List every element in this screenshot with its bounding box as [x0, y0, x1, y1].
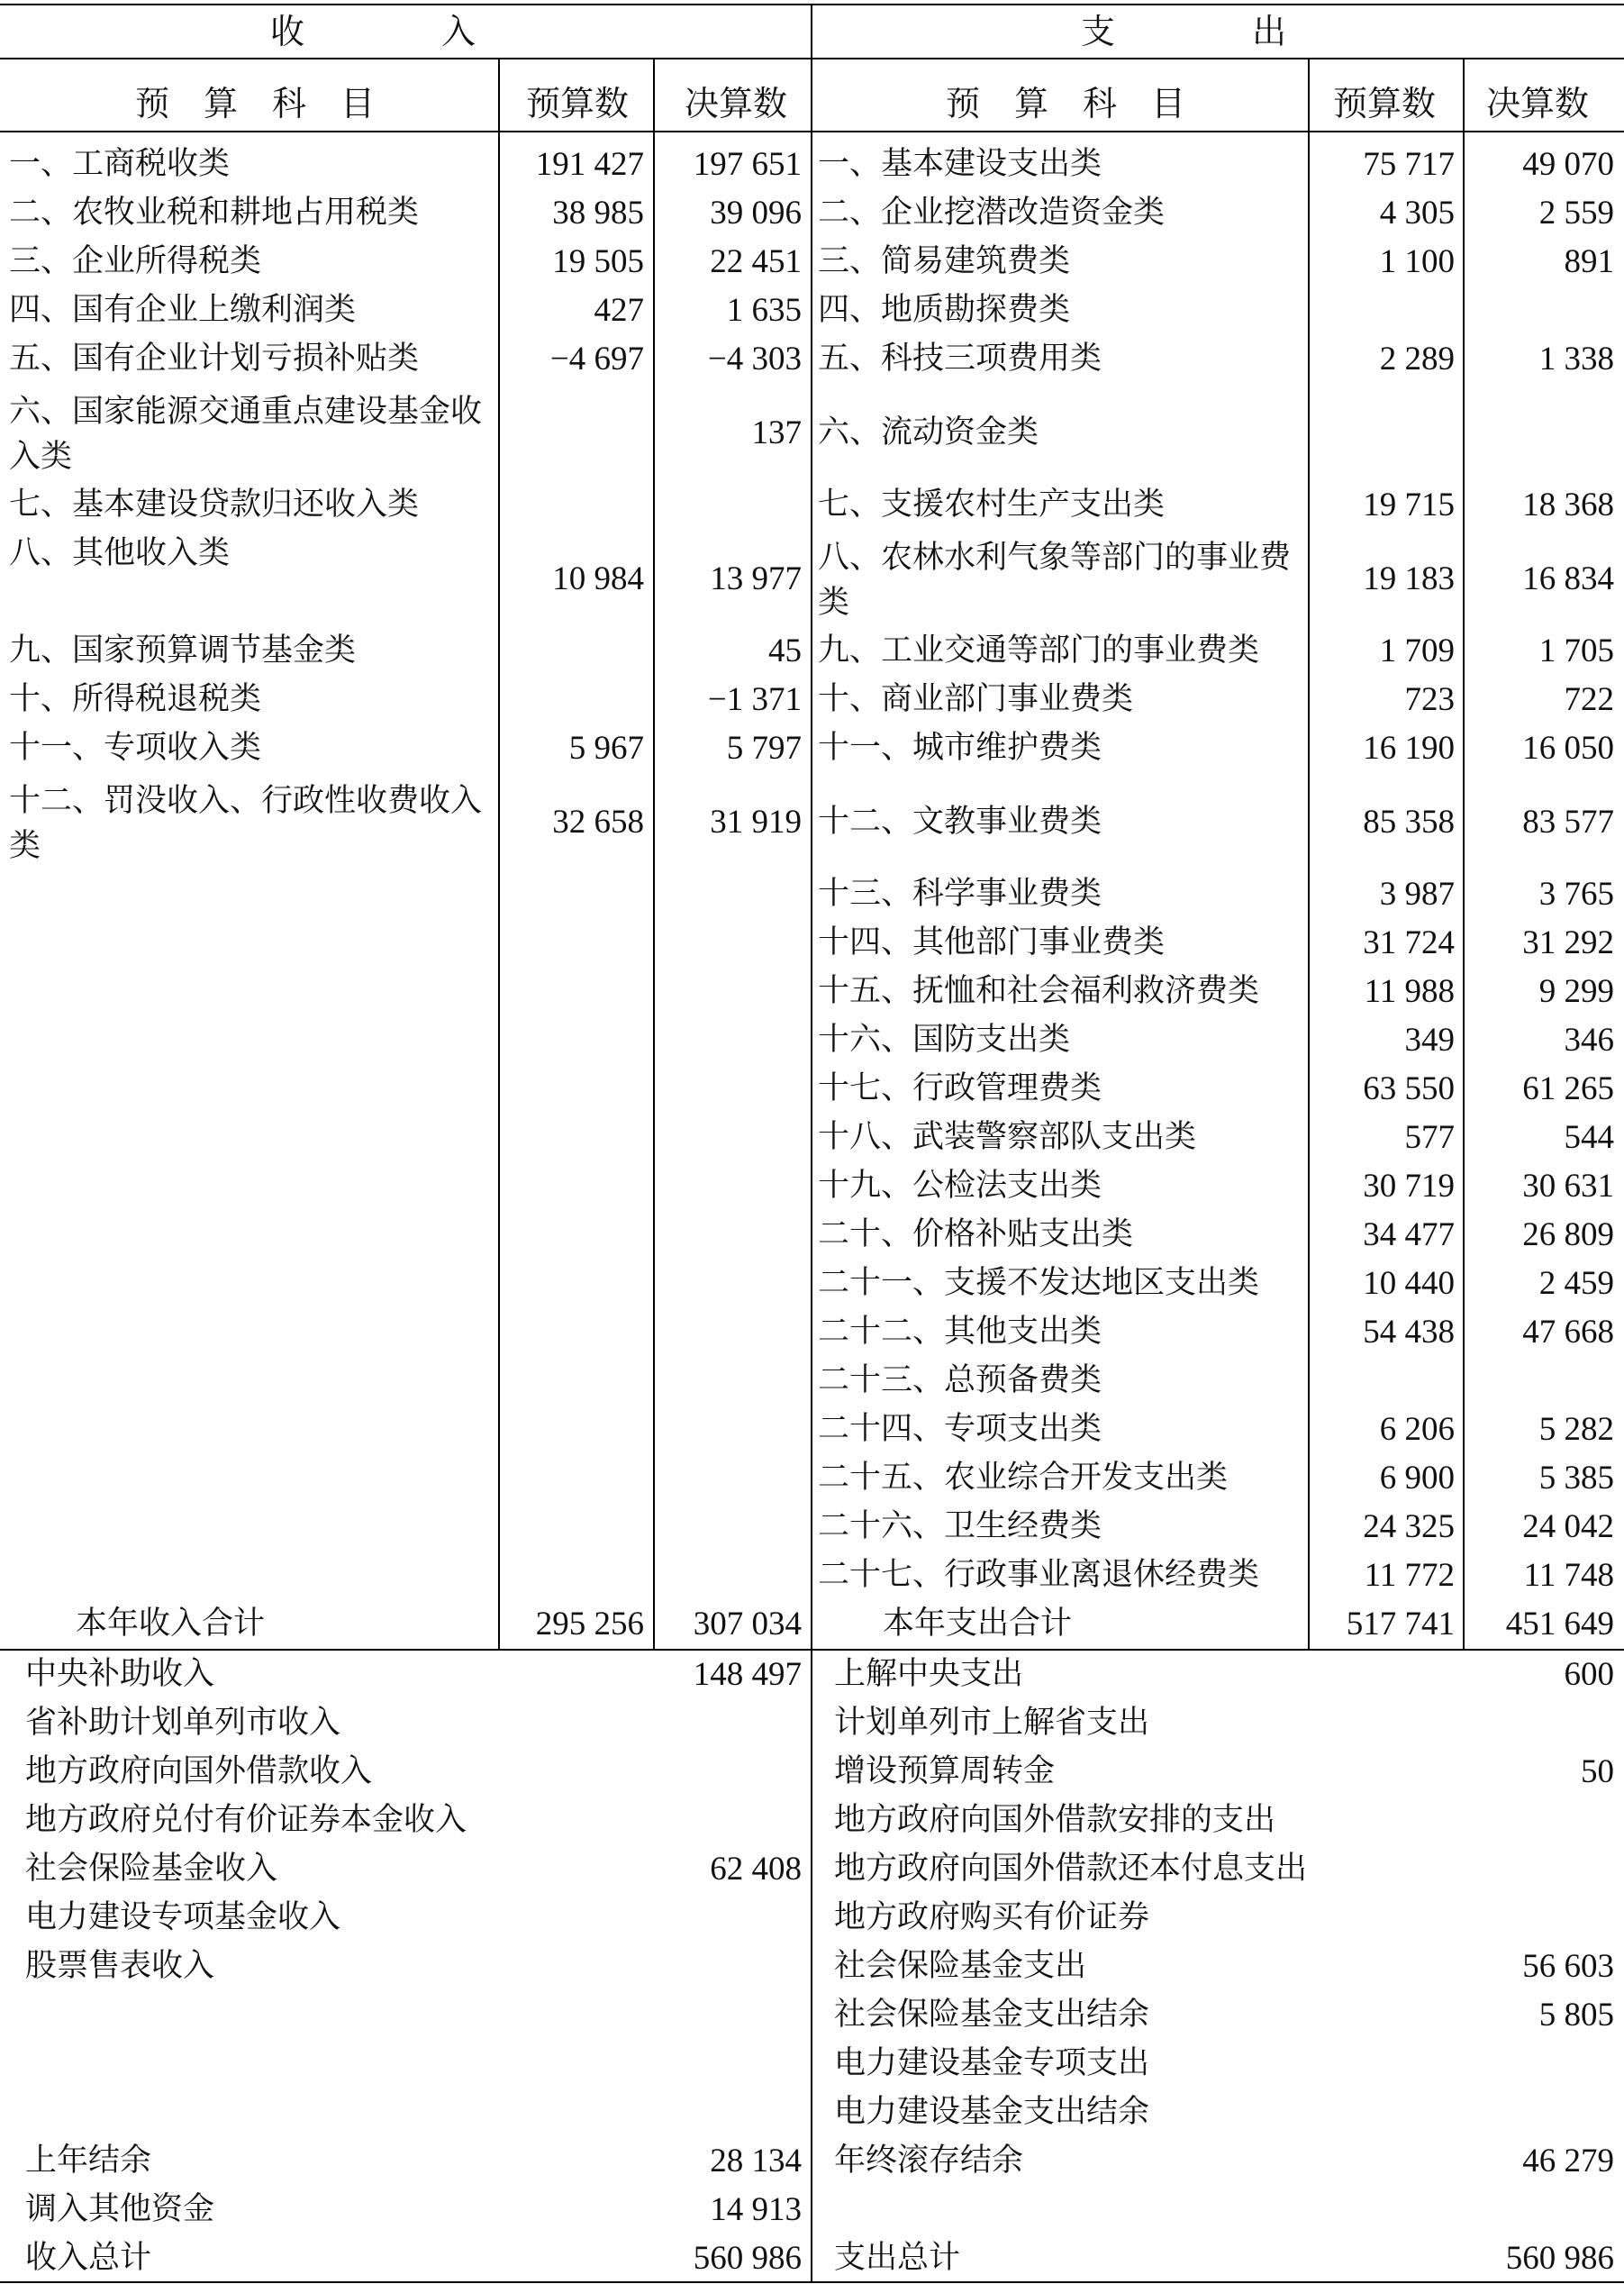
income-final-header: 决算数: [685, 84, 788, 123]
income-item-name: 六、国家能源交通重点建设基金收入类: [9, 394, 483, 475]
expense-other-name: 增设预算周转金: [834, 1753, 1056, 1789]
expense-item-budget: 1 100: [1379, 243, 1455, 280]
income-budget-col-divider: [653, 58, 655, 1650]
expense-other-name: 支出总计: [834, 2240, 961, 2276]
income-year-total-budget: 295 256: [535, 1606, 644, 1642]
expense-item-name: 十、商业部门事业费类: [818, 681, 1134, 717]
income-subject-col-divider: [498, 58, 500, 1650]
expense-item-budget: 19 183: [1363, 560, 1455, 597]
expense-item-final: 49 070: [1522, 146, 1614, 183]
expense-item-name: 二十六、卫生经费类: [818, 1508, 1102, 1544]
expense-item-budget: 54 438: [1363, 1314, 1455, 1351]
expense-item-final: 1 338: [1538, 341, 1614, 378]
expense-budget-header: 预算数: [1333, 84, 1437, 123]
income-item-name: 三、企业所得税类: [9, 243, 262, 279]
expense-item-final: 16 050: [1522, 730, 1614, 767]
income-item-name: 九、国家预算调节基金类: [9, 632, 357, 669]
income-item-final: 45: [768, 632, 802, 669]
expense-item-final: 24 042: [1522, 1508, 1614, 1545]
income-other-value: 28 134: [710, 2143, 802, 2179]
expense-item-final: 722: [1564, 681, 1614, 718]
expense-item-name: 一、基本建设支出类: [818, 146, 1102, 182]
income-item-budget: −4 697: [549, 341, 644, 378]
expense-item-name: 十六、国防支出类: [818, 1022, 1071, 1058]
income-year-total-final: 307 034: [693, 1606, 802, 1642]
expense-item-budget: 577: [1404, 1119, 1455, 1156]
income-item-final: 5 797: [726, 730, 802, 767]
expense-item-name: 十二、文教事业费类: [818, 804, 1102, 840]
expense-item-final: 2 459: [1538, 1265, 1614, 1302]
income-item-name: 八、其他收入类: [9, 535, 231, 571]
expense-item-budget: 2 289: [1379, 341, 1455, 378]
expense-other-value: 56 603: [1522, 1948, 1614, 1985]
income-item-name: 十一、专项收入类: [9, 730, 262, 766]
expense-item-name: 二十七、行政事业离退休经费类: [818, 1557, 1260, 1593]
expense-item-final: 26 809: [1522, 1216, 1614, 1253]
income-item-final: 31 919: [710, 804, 802, 841]
expense-other-name: 计划单列市上解省支出: [834, 1705, 1150, 1741]
expense-item-name: 十九、公检法支出类: [818, 1168, 1102, 1204]
expense-other-value: 50: [1581, 1753, 1614, 1790]
income-other-name: 地方政府兑付有价证券本金收入: [25, 1802, 467, 1838]
income-item-final: 13 977: [710, 560, 802, 597]
expense-item-budget: 31 724: [1363, 924, 1455, 961]
expense-other-name: 社会保险基金支出: [834, 1948, 1087, 1984]
income-other-value: 560 986: [693, 2240, 802, 2277]
expense-item-final: 83 577: [1522, 804, 1614, 841]
income-other-name: 收入总计: [25, 2240, 152, 2276]
income-budget-header: 预算数: [526, 84, 630, 123]
income-item-budget: 38 985: [552, 195, 644, 232]
expense-item-name: 十三、科学事业费类: [818, 876, 1102, 912]
income-other-name: 上年结余: [25, 2143, 152, 2179]
expense-item-final: 61 265: [1522, 1070, 1614, 1107]
expense-item-budget: 349: [1404, 1022, 1455, 1059]
expense-item-budget: 6 206: [1379, 1411, 1455, 1448]
expense-item-final: 5 385: [1538, 1460, 1614, 1497]
income-item-budget: 10 984: [552, 560, 644, 597]
expense-item-name: 八、农林水利气象等部门的事业费类: [818, 540, 1292, 621]
expense-item-final: 3 765: [1538, 876, 1614, 913]
income-item-final: 197 651: [693, 146, 802, 183]
income-other-name: 省补助计划单列市收入: [25, 1705, 341, 1741]
expense-year-total-label: 本年支出合计: [883, 1606, 1073, 1642]
income-item-final: −1 371: [707, 681, 802, 718]
expense-item-final: 891: [1564, 243, 1614, 280]
income-other-name: 调入其他资金: [25, 2191, 215, 2227]
expense-item-name: 二、企业挖潜改造资金类: [818, 195, 1166, 231]
income-item-name: 七、基本建设贷款归还收入类: [9, 487, 420, 523]
expense-item-budget: 1 709: [1379, 632, 1455, 669]
expense-item-final: 2 559: [1538, 195, 1614, 232]
expense-other-name: 电力建设基金专项支出: [834, 2045, 1150, 2081]
expense-item-budget: 11 988: [1364, 973, 1455, 1010]
income-other-name: 中央补助收入: [25, 1656, 215, 1692]
income-item-final: 39 096: [710, 195, 802, 232]
expense-item-budget: 3 987: [1379, 876, 1455, 913]
income-other-name: 电力建设专项基金收入: [25, 1899, 341, 1935]
expense-item-name: 十七、行政管理费类: [818, 1070, 1102, 1106]
expense-item-name: 十五、抚恤和社会福利救济费类: [818, 973, 1260, 1009]
expense-item-budget: 30 719: [1363, 1168, 1455, 1205]
expense-item-budget: 19 715: [1363, 487, 1455, 523]
expense-item-name: 五、科技三项费用类: [818, 341, 1102, 377]
expense-item-final: 18 368: [1522, 487, 1614, 523]
expense-item-name: 七、支援农村生产支出类: [818, 487, 1166, 523]
income-item-name: 十二、罚没收入、行政性收费收入类: [9, 783, 483, 864]
income-item-budget: 19 505: [552, 243, 644, 280]
income-other-value: 148 497: [693, 1656, 802, 1693]
income-item-budget: 191 427: [535, 146, 644, 183]
expense-item-final: 47 668: [1522, 1314, 1614, 1351]
expense-item-final: 1 705: [1538, 632, 1614, 669]
expense-other-name: 年终滚存结余: [834, 2143, 1024, 2179]
expense-item-final: 5 282: [1538, 1411, 1614, 1448]
expense-other-name: 地方政府购买有价证券: [834, 1899, 1150, 1935]
expense-item-budget: 10 440: [1363, 1265, 1455, 1302]
income-other-name: 股票售表收入: [25, 1948, 215, 1984]
expense-subject-header: 预 算 科 目: [946, 84, 1186, 123]
expense-other-name: 地方政府向国外借款还本付息支出: [834, 1851, 1308, 1887]
expense-item-name: 十八、武装警察部队支出类: [818, 1119, 1197, 1155]
income-item-budget: 32 658: [552, 804, 644, 841]
expense-budget-col-divider: [1463, 58, 1465, 1650]
expense-other-name: 社会保险基金支出结余: [834, 1997, 1150, 2033]
income-subject-header: 预 算 科 目: [135, 84, 376, 123]
income-item-final: 137: [751, 414, 802, 451]
expense-item-name: 六、流动资金类: [818, 414, 1039, 450]
income-item-final: 1 635: [726, 292, 802, 329]
income-item-name: 五、国有企业计划亏损补贴类: [9, 341, 420, 377]
expense-item-budget: 24 325: [1363, 1508, 1455, 1545]
expense-item-budget: 34 477: [1363, 1216, 1455, 1253]
expense-item-budget: 75 717: [1363, 146, 1455, 183]
expense-subject-col-divider: [1308, 58, 1310, 1650]
expense-item-final: 9 299: [1538, 973, 1614, 1010]
expense-item-name: 二十三、总预备费类: [818, 1362, 1102, 1398]
expense-item-name: 三、简易建筑费类: [818, 243, 1071, 279]
expense-item-budget: 63 550: [1363, 1070, 1455, 1107]
expense-item-name: 二十、价格补贴支出类: [818, 1216, 1134, 1252]
expense-final-header: 决算数: [1486, 84, 1590, 123]
expense-item-final: 346: [1564, 1022, 1614, 1059]
income-item-name: 十、所得税退税类: [9, 681, 262, 717]
expense-other-value: 560 986: [1505, 2240, 1614, 2277]
expense-other-name: 电力建设基金支出结余: [834, 2094, 1150, 2130]
expense-item-name: 二十五、农业综合开发支出类: [818, 1460, 1229, 1496]
expense-other-value: 46 279: [1522, 2143, 1614, 2179]
expense-item-final: 16 834: [1522, 560, 1614, 597]
income-item-final: −4 303: [707, 341, 802, 378]
center-divider: [811, 4, 812, 2283]
expense-item-final: 30 631: [1522, 1168, 1614, 1205]
expense-item-final: 544: [1564, 1119, 1614, 1156]
expense-item-name: 二十一、支援不发达地区支出类: [818, 1265, 1260, 1301]
expense-item-budget: 723: [1404, 681, 1455, 718]
expense-item-final: 31 292: [1522, 924, 1614, 961]
expense-other-value: 5 805: [1538, 1997, 1614, 2034]
income-item-name: 二、农牧业税和耕地占用税类: [9, 195, 420, 231]
expense-item-name: 十一、城市维护费类: [818, 730, 1102, 766]
income-year-total-label: 本年收入合计: [76, 1606, 266, 1642]
expense-item-final: 11 748: [1523, 1557, 1614, 1594]
expense-item-name: 四、地质勘探费类: [818, 292, 1071, 328]
expense-item-budget: 6 900: [1379, 1460, 1455, 1497]
expense-header: 支 出: [1081, 12, 1287, 51]
income-item-name: 一、工商税收类: [9, 146, 231, 182]
income-item-budget: 5 967: [568, 730, 644, 767]
income-other-value: 62 408: [710, 1851, 802, 1888]
expense-item-budget: 11 772: [1364, 1557, 1455, 1594]
expense-item-name: 十四、其他部门事业费类: [818, 924, 1166, 960]
expense-item-name: 二十二、其他支出类: [818, 1314, 1102, 1350]
expense-item-name: 九、工业交通等部门的事业费类: [818, 632, 1260, 669]
income-header: 收 入: [270, 12, 476, 51]
income-other-name: 地方政府向国外借款收入: [25, 1753, 373, 1789]
expense-year-total-budget: 517 741: [1346, 1606, 1455, 1642]
income-item-final: 22 451: [710, 243, 802, 280]
income-item-budget: 427: [594, 292, 644, 329]
expense-other-value: 600: [1564, 1656, 1614, 1693]
income-other-name: 社会保险基金收入: [25, 1851, 278, 1887]
expense-item-budget: 85 358: [1363, 804, 1455, 841]
expense-year-total-final: 451 649: [1505, 1606, 1614, 1642]
expense-item-budget: 4 305: [1379, 195, 1455, 232]
expense-item-name: 二十四、专项支出类: [818, 1411, 1102, 1447]
income-other-value: 14 913: [710, 2191, 802, 2228]
income-item-name: 四、国有企业上缴利润类: [9, 292, 357, 328]
expense-other-name: 上解中央支出: [834, 1656, 1024, 1692]
expense-other-name: 地方政府向国外借款安排的支出: [834, 1802, 1276, 1838]
expense-item-budget: 16 190: [1363, 730, 1455, 767]
